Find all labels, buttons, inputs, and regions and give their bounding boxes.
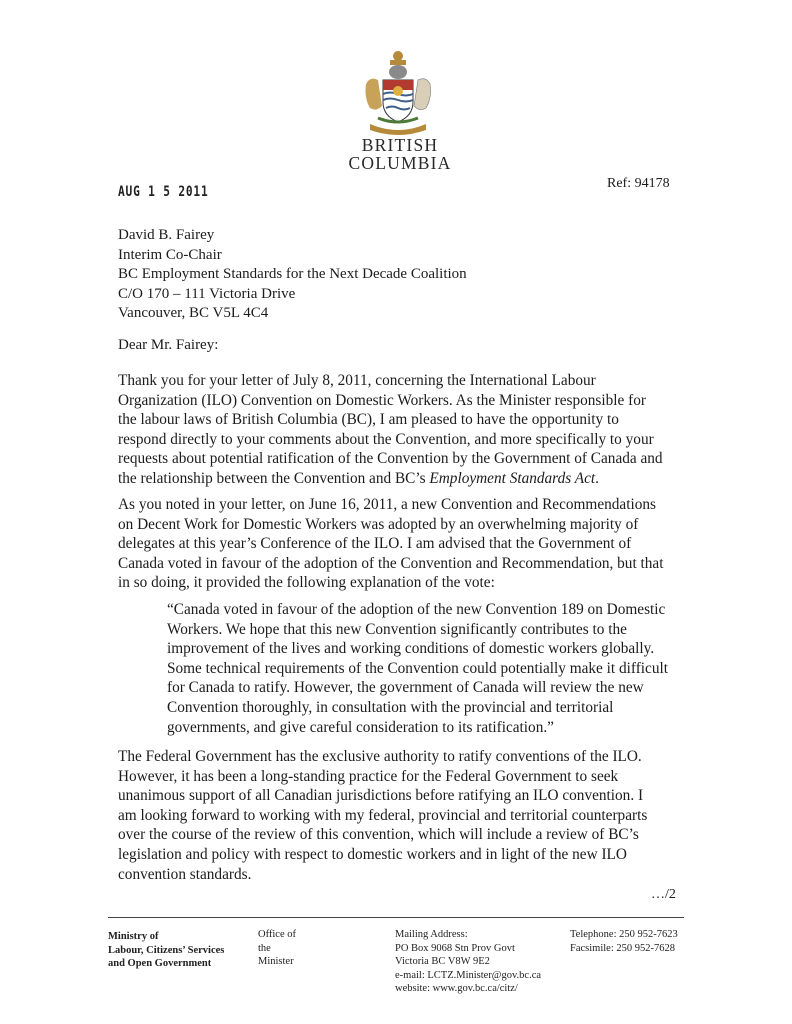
date-stamp: AUG 1 5 2011	[118, 184, 209, 200]
quote-line: improvement of the lives and working conditions of domestic workers globally.	[167, 640, 655, 658]
paragraph-line: am looking forward to working with my federal, provincial and territorial counterparts	[118, 806, 648, 824]
footer-mailing-address	[395, 928, 541, 996]
footer-mailing-line: PO Box 9068 Stn Prov Govt	[395, 942, 515, 954]
letterhead-brand-line1: BRITISH	[361, 135, 439, 155]
paragraph-line: However, it has been a long-standing practice for the Federal Government to seek	[118, 767, 619, 785]
paragraph-line: Organization (ILO) Convention on Domestic Workers. As the Minister responsible for	[118, 391, 646, 409]
recipient-line: Vancouver, BC V5L 4C4	[118, 305, 269, 321]
footer-ministry-line: and Open Government	[108, 958, 212, 969]
quote-line: for Canada to ratify. However, the government of Canada will review the new	[167, 679, 644, 697]
act-title: Employment Standards Act	[429, 469, 596, 487]
quote-line: “Canada voted in favour of the adoption of the new Convention 189 on Domestic	[167, 601, 666, 618]
footer-divider	[108, 917, 684, 918]
footer-office	[258, 928, 296, 969]
body-paragraph-3	[118, 747, 698, 884]
recipient-address	[118, 226, 467, 324]
quote-line: Workers. We hope that this new Convention significantly contributes to the	[167, 620, 627, 638]
paragraph-line: As you noted in your letter, on June 16, 2011, a new Convention and Recommendations	[118, 496, 656, 513]
paragraph-line-prefix: the relationship between the Convention and BC’s	[118, 469, 430, 487]
paragraph-line-suffix: .	[595, 469, 599, 487]
footer-office-line: the	[258, 942, 271, 954]
footer-ministry	[108, 930, 224, 971]
paragraph-line: the labour laws of British Columbia (BC), I am pleased to have the opportunity to	[118, 411, 619, 429]
page-continuation: …/2	[651, 887, 676, 902]
quote-line: Some technical requirements of the Convention could potentially make it difficult	[167, 659, 668, 677]
paragraph-line: requests about potential ratification of the Convention by the Government of Canada and	[118, 450, 663, 468]
paragraph-line: respond directly to your comments about the Convention, and more specifically to your	[118, 430, 654, 448]
footer-telephone: Telephone: 250 952-7623	[570, 929, 678, 940]
footer-website: website: www.gov.bc.ca/citz/	[395, 983, 518, 994]
paragraph-line: in so doing, it provided the following explanation of the vote:	[118, 574, 495, 592]
recipient-line: David B. Fairey	[118, 227, 215, 243]
paragraph-line: on Decent Work for Domestic Workers was adopted by an overwhelming majority of	[118, 515, 639, 533]
reference-number: Ref: 94178	[607, 176, 670, 191]
paragraph-line	[118, 469, 698, 489]
paragraph-line: unanimous support of all Canadian jurisdictions before ratifying an ILO convention. I	[118, 787, 644, 805]
letterhead-brand-line2: COLUMBIA	[348, 153, 452, 173]
footer-office-line: Office of	[258, 929, 296, 940]
paragraph-line: delegates at this year’s Conference of the ILO. I am advised that the Government of	[118, 535, 632, 553]
footer-mailing-line: Victoria BC V8W 9E2	[395, 956, 490, 967]
body-paragraph-1	[118, 371, 698, 489]
block-quote	[167, 600, 668, 737]
footer-ministry-line: Labour, Citizens’ Services	[108, 944, 225, 956]
paragraph-line: Thank you for your letter of July 8, 2011, concerning the International Labour	[118, 372, 596, 389]
footer-phone	[570, 928, 710, 955]
quote-line: Convention thoroughly, in consultation with the provincial and territorial	[167, 698, 614, 716]
recipient-line: BC Employment Standards for the Next Decade Coalition	[118, 266, 467, 282]
salutation: Dear Mr. Fairey:	[118, 337, 219, 353]
body-paragraph-2	[118, 495, 698, 593]
paragraph-line: legislation and policy with respect to domestic workers and in light of the new ILO	[118, 845, 627, 863]
footer-office-line: Minister	[258, 956, 294, 967]
footer-mailing-line: Mailing Address:	[395, 929, 468, 940]
paragraph-line: The Federal Government has the exclusive authority to ratify conventions of the ILO.	[118, 748, 642, 765]
recipient-line: Interim Co-Chair	[118, 246, 222, 263]
footer-ministry-line: Ministry of	[108, 931, 159, 942]
footer-facsimile: Facsimile: 250 952-7628	[570, 942, 675, 954]
footer-email: e-mail: LCTZ.Minister@gov.bc.ca	[395, 969, 542, 981]
bc-coat-of-arms-icon	[356, 46, 440, 138]
paragraph-line: over the course of the review of this convention, which will include a review of BC’s	[118, 826, 639, 844]
paragraph-line: convention standards.	[118, 865, 252, 883]
quote-line: governments, and give careful consideration to its ratification.”	[167, 718, 554, 736]
recipient-line: C/O 170 – 111 Victoria Drive	[118, 285, 296, 302]
paragraph-line: Canada voted in favour of the adoption of the Convention and Recommendation, but that	[118, 554, 664, 572]
